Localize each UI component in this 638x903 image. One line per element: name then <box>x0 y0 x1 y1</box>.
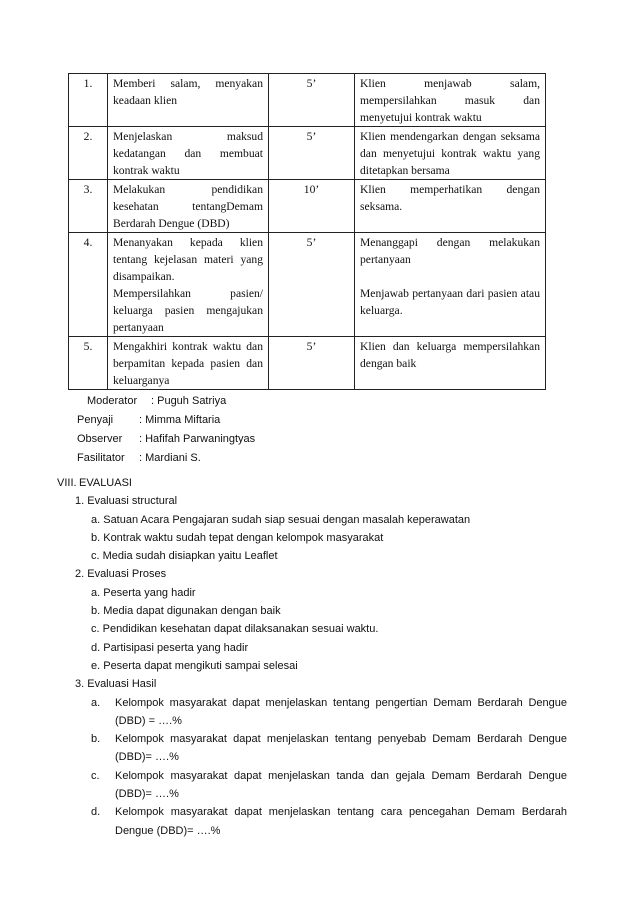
role-row-observer <box>77 430 255 449</box>
section-title: EVALUASI <box>79 477 132 489</box>
activity-cell <box>108 180 269 233</box>
activity-text: Menanyakan kepada klien tentang kejelasan materi yang disampaikan. <box>113 236 263 283</box>
response-cell <box>355 337 546 390</box>
row-number: 2. <box>69 127 108 180</box>
response-text: Menanggapi dengan melakukan pertanyaan <box>360 236 540 266</box>
role-value: : Mardiani S. <box>139 452 201 464</box>
item-text: Kelompok masyarakat dapat menjelaskan tentang penyebab Demam Berdarah Dengue (DBD)= ….% <box>115 733 567 764</box>
item-letter: c. <box>91 769 100 782</box>
list-item: a. Peserta yang hadir <box>91 586 196 599</box>
row-number: 5. <box>69 337 108 390</box>
role-list <box>77 392 255 468</box>
response-text: Menjawab pertanyaan dari pasien atau keluarga. <box>360 287 540 317</box>
row-number: 1. <box>69 74 108 127</box>
list-item: c. Pendidikan kesehatan dapat dilaksanakan sesuai waktu. <box>91 623 379 636</box>
subsection-heading: 2. Evaluasi Proses <box>75 568 167 581</box>
list-item: b. Kontrak waktu sudah tepat dengan kelompok masyarakat <box>91 531 384 544</box>
item-letter: d. <box>91 806 101 819</box>
list-item: c. Media sudah disiapkan yaitu Leaflet <box>91 550 278 563</box>
item-text: Kelompok masyarakat dapat menjelaskan tanda dan gejala Demam Berdarah Dengue (DBD)= ….% <box>115 769 567 801</box>
row-number: 4. <box>69 233 108 337</box>
activity-text: Menjelaskan maksud kedatangan dan membuat kontrak waktu <box>113 130 263 177</box>
section-number: VIII. <box>57 477 77 489</box>
activity-table <box>68 73 546 390</box>
row-number: 3. <box>69 180 108 233</box>
section-heading <box>57 474 567 492</box>
role-label: Observer <box>77 433 123 445</box>
time-cell: 10’ <box>269 180 355 233</box>
evaluation-section <box>57 474 567 840</box>
role-label: Moderator <box>87 395 138 407</box>
list-item: e. Peserta dapat mengikuti sampai selesai <box>91 659 298 672</box>
role-label: Penyaji <box>77 414 114 426</box>
role-row-penyaji <box>77 411 255 430</box>
role-label: Fasilitator <box>77 452 125 464</box>
item-letter: b. <box>91 733 101 746</box>
role-value: : Puguh Satriya <box>151 395 227 407</box>
activity-cell <box>108 127 269 180</box>
response-text: Klien memperhatikan dengan seksama. <box>360 183 540 213</box>
response-cell <box>355 74 546 127</box>
activity-cell <box>108 337 269 390</box>
response-cell <box>355 233 546 337</box>
table-row <box>69 127 546 180</box>
activity-text: Mengakhiri kontrak waktu dan berpamitan kepada pasien dan keluarganya <box>113 340 263 387</box>
list-item <box>57 803 567 840</box>
list-item <box>57 767 567 804</box>
list-item: a. Satuan Acara Pengajaran sudah siap sesuai dengan masalah keperawatan <box>91 513 471 526</box>
role-row-fasilitator <box>77 449 255 468</box>
subsection-heading: 3. Evaluasi Hasil <box>75 678 157 691</box>
role-value: : Hafifah Parwaningtyas <box>139 433 256 445</box>
response-cell <box>355 180 546 233</box>
response-cell <box>355 127 546 180</box>
table-row <box>69 233 546 337</box>
response-text: Klien dan keluarga mempersilahkan dengan baik <box>360 340 540 370</box>
item-text: Kelompok masyarakat dapat menjelaskan tentang pengertian Demam Berdarah Dengue (DBD) = ….% <box>115 696 567 727</box>
role-value: : Mimma Miftaria <box>139 414 221 426</box>
role-row-moderator <box>77 392 255 411</box>
subsection-heading: 1. Evaluasi structural <box>75 495 178 508</box>
time-cell: 5’ <box>269 127 355 180</box>
list-item: d. Partisipasi peserta yang hadir <box>91 641 249 654</box>
item-text: Kelompok masyarakat dapat menjelaskan tentang cara pencegahan Demam Berdarah Dengue (DBD)= ….% <box>115 806 567 837</box>
activity-text: Memberi salam, menyakan keadaan klien <box>113 77 263 107</box>
list-item <box>57 730 567 767</box>
response-text: Klien mendengarkan dengan seksama dan menyetujui kontrak waktu yang ditetapkan bersama <box>360 130 540 177</box>
table-row <box>69 180 546 233</box>
activity-cell <box>108 74 269 127</box>
list-item: b. Media dapat digunakan dengan baik <box>91 605 281 618</box>
list-item <box>57 694 567 731</box>
item-letter: a. <box>91 696 101 709</box>
time-cell: 5’ <box>269 233 355 337</box>
table-row <box>69 74 546 127</box>
activity-cell <box>108 233 269 337</box>
activity-text: Mempersilahkan pasien/ keluarga pasien mengajukan pertanyaan <box>113 287 263 334</box>
table-row <box>69 337 546 390</box>
response-text: Klien menjawab salam, mempersilahkan masuk dan menyetujui kontrak waktu <box>360 77 540 124</box>
time-cell: 5’ <box>269 337 355 390</box>
activity-text: Melakukan pendidikan kesehatan tentangDemam Berdarah Dengue (DBD) <box>113 183 263 230</box>
time-cell: 5’ <box>269 74 355 127</box>
